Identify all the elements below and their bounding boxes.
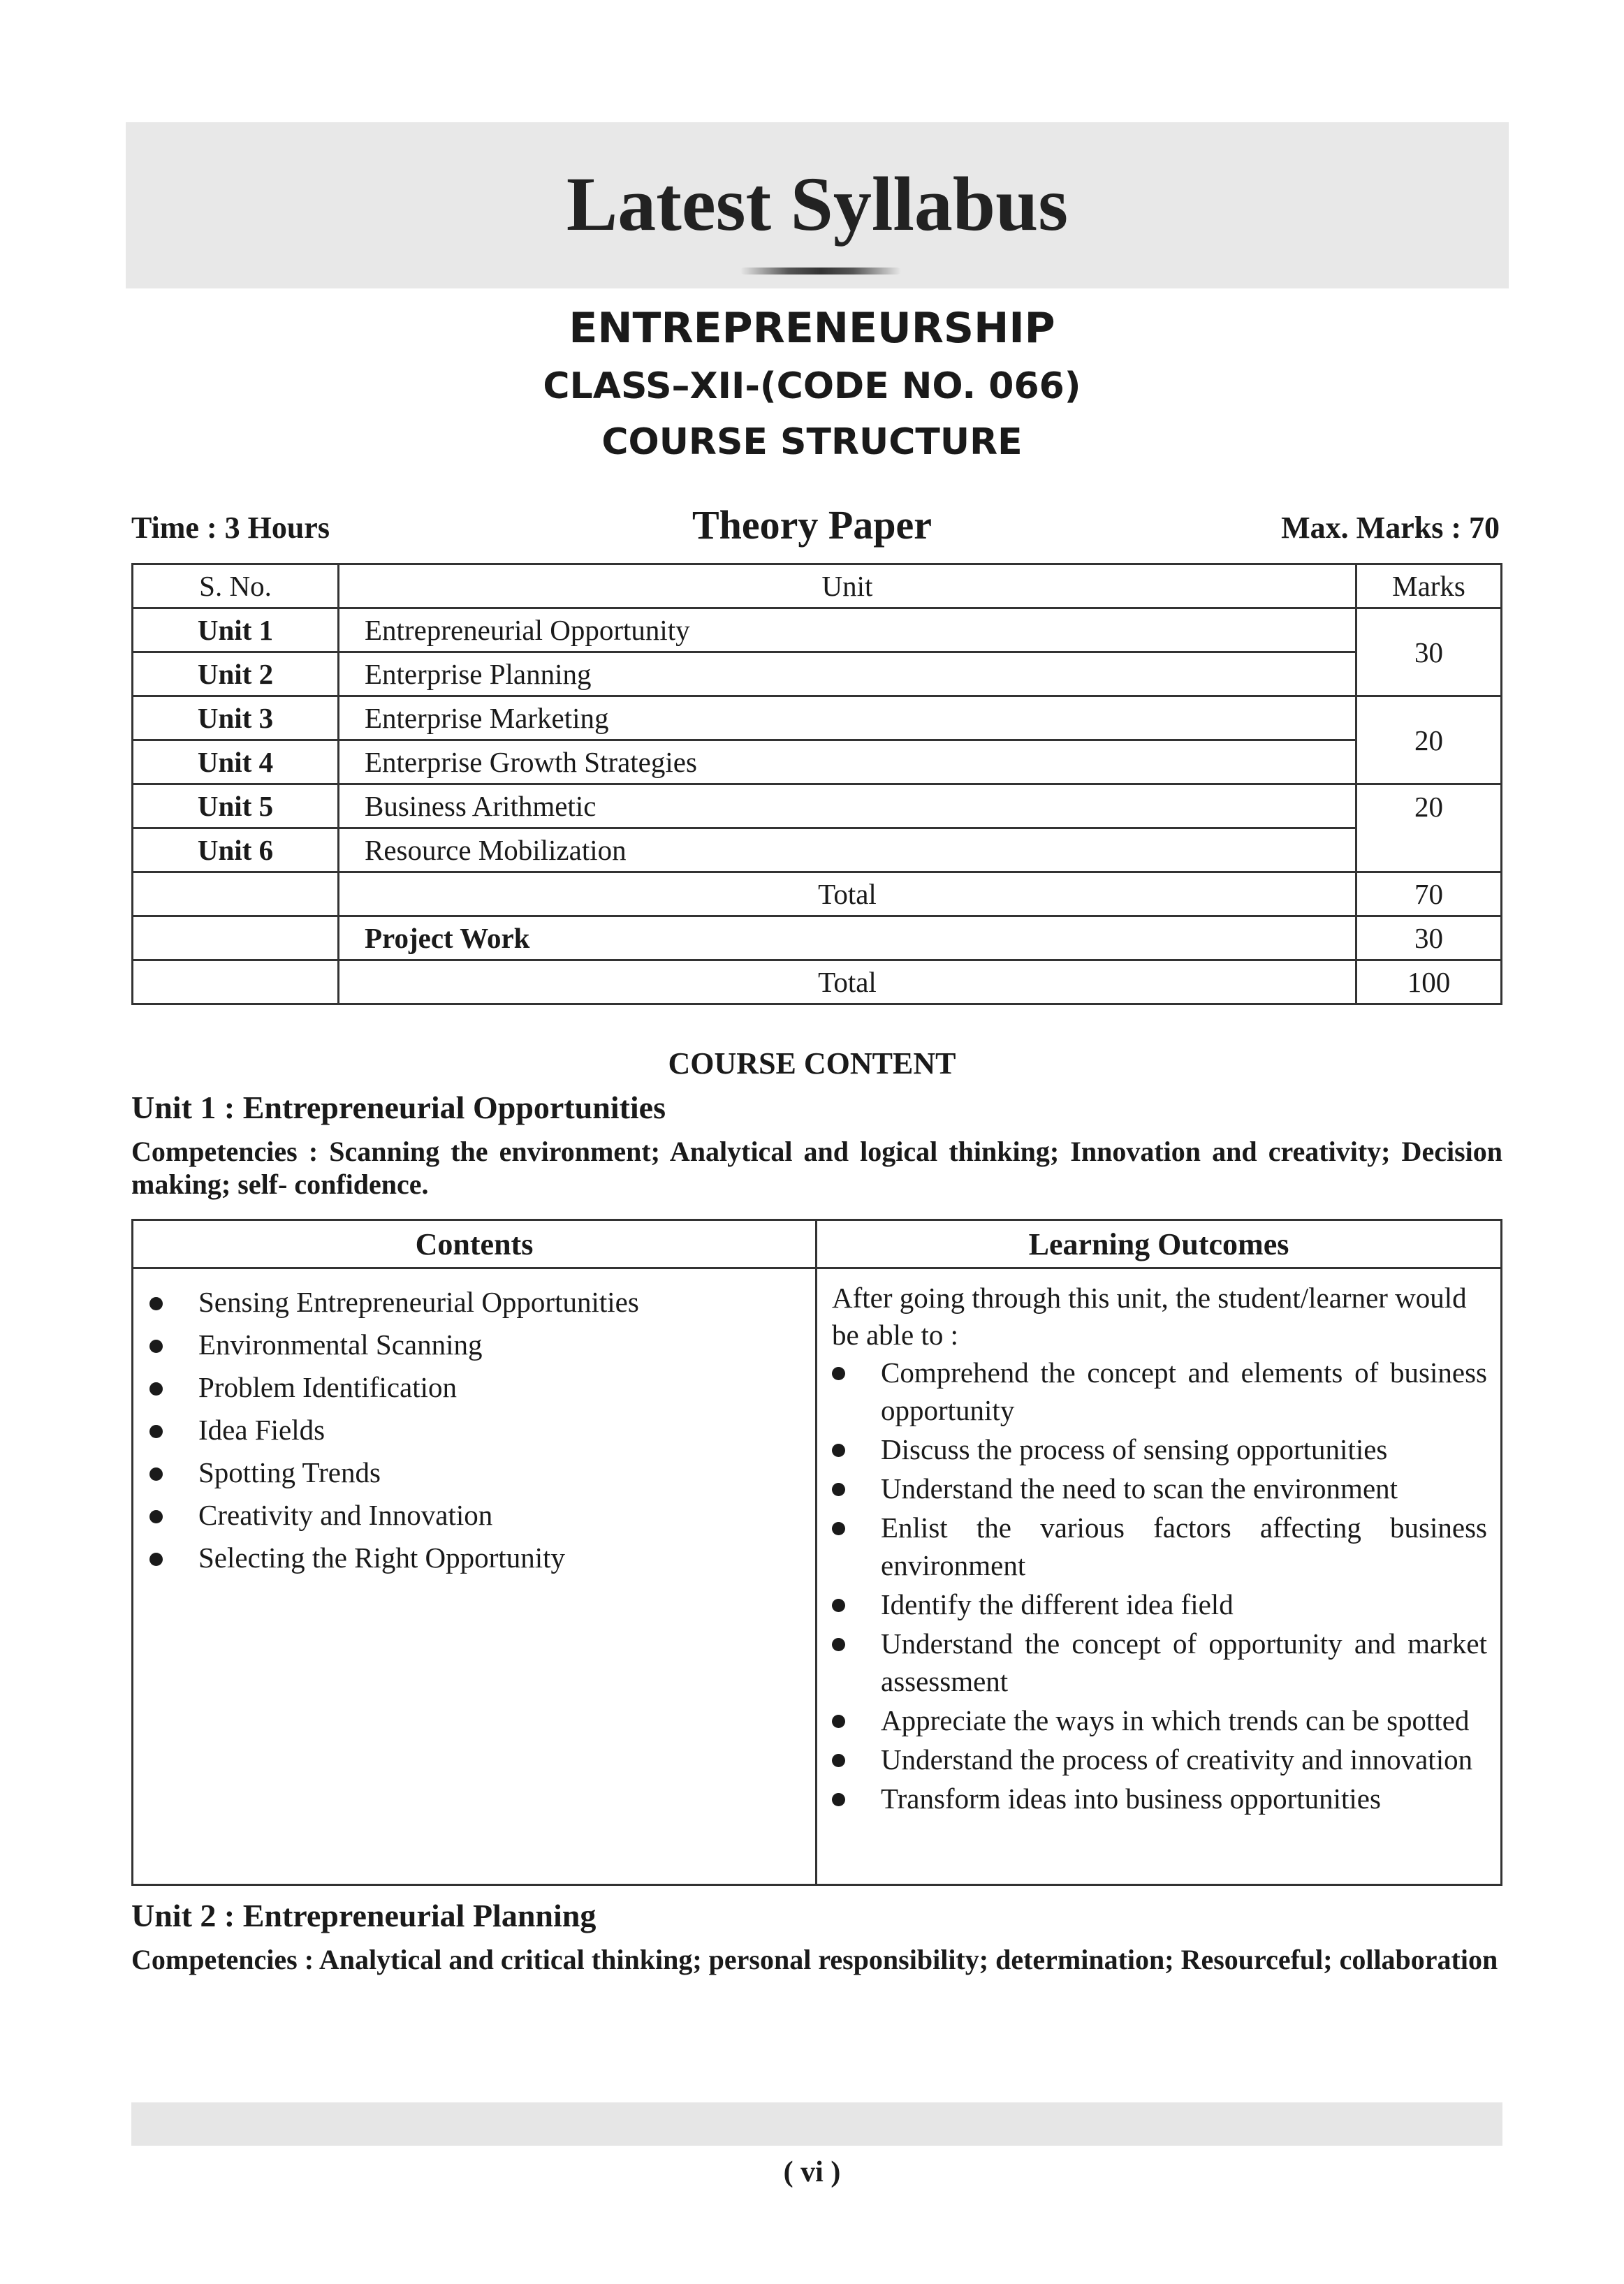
unit-name: Business Arithmetic [339, 784, 1356, 828]
total-label: Total [339, 872, 1356, 916]
class-code-heading: CLASS–XII-(CODE NO. 066) [543, 365, 1081, 407]
unit-number: Unit 3 [133, 696, 339, 740]
grand-total-row [133, 960, 1502, 1004]
grand-total-value: 100 [1356, 960, 1502, 1004]
page-number: ( vi ) [783, 2156, 841, 2188]
unit2-competencies: Competencies : Analytical and critical thinking; personal responsibility; determination; Resourceful; collaboration [131, 1944, 1498, 1975]
unit-number: Unit 5 [133, 784, 339, 828]
unit-number: Unit 6 [133, 828, 339, 872]
contents-cell [133, 1268, 817, 1885]
list-item: Enlist the various factors affecting business environment [818, 1509, 1487, 1584]
table-row [133, 828, 1502, 872]
list-item: Understand the need to scan the environment [818, 1470, 1487, 1507]
project-row [133, 916, 1502, 960]
unit1-competencies: Competencies : Scanning the environment; Analytical and logical thinking; Innovation and creativity; Decision making; self- confidence. [131, 1136, 1502, 1200]
marks-value: 20 [1356, 696, 1502, 784]
contents-list [134, 1270, 814, 1579]
project-label: Project Work [339, 916, 1356, 960]
max-marks-label: Max. Marks : 70 [1281, 511, 1500, 545]
list-item: Understand the process of creativity and innovation [818, 1741, 1487, 1778]
table-row [133, 784, 1502, 828]
marks-value: 20 [1356, 784, 1502, 872]
table-row [133, 608, 1502, 652]
unit-name: Entrepreneurial Opportunity [339, 608, 1356, 652]
grand-total-label: Total [339, 960, 1356, 1004]
unit1-content-table [131, 1219, 1502, 1886]
course-structure-heading: COURSE STRUCTURE [601, 421, 1023, 463]
list-item: Idea Fields [134, 1409, 814, 1451]
project-value: 30 [1356, 916, 1502, 960]
total-row [133, 872, 1502, 916]
course-content-heading: COURSE CONTENT [668, 1046, 956, 1081]
table-row [133, 652, 1502, 696]
list-item: Creativity and Innovation [134, 1494, 814, 1537]
list-item: Spotting Trends [134, 1451, 814, 1494]
unit-number: Unit 2 [133, 652, 339, 696]
marks-table [131, 563, 1502, 1005]
unit2-heading: Unit 2 : Entrepreneurial Planning [131, 1898, 597, 1933]
header-learning-outcomes: Learning Outcomes [817, 1220, 1502, 1268]
list-item: Environmental Scanning [134, 1324, 814, 1366]
header-sno: S. No. [133, 564, 339, 608]
table-row [133, 696, 1502, 740]
theory-paper-label: Theory Paper [692, 502, 932, 548]
time-label: Time : 3 Hours [131, 511, 330, 545]
list-item: Selecting the Right Opportunity [134, 1537, 814, 1579]
footer-band [131, 2102, 1502, 2146]
header-contents: Contents [133, 1220, 817, 1268]
page-title: Latest Syllabus [566, 161, 1069, 247]
list-item: Comprehend the concept and elements of business opportunity [818, 1354, 1487, 1429]
subject-heading: ENTREPRENEURSHIP [569, 304, 1055, 353]
marks-value: 30 [1356, 608, 1502, 696]
unit-name: Resource Mobilization [339, 828, 1356, 872]
unit-number: Unit 4 [133, 740, 339, 784]
list-item: Understand the concept of opportunity and market assessment [818, 1625, 1487, 1700]
title-divider [740, 268, 901, 274]
outcomes-list [818, 1354, 1500, 1817]
table-header-row [133, 564, 1502, 608]
list-item: Problem Identification [134, 1366, 814, 1409]
outcomes-cell [817, 1268, 1502, 1885]
list-item: Sensing Entrepreneurial Opportunities [134, 1281, 814, 1324]
total-value: 70 [1356, 872, 1502, 916]
list-item: Appreciate the ways in which trends can be spotted [818, 1701, 1487, 1739]
table-header-row [133, 1220, 1502, 1268]
unit-name: Enterprise Marketing [339, 696, 1356, 740]
unit-name: Enterprise Planning [339, 652, 1356, 696]
list-item: Discuss the process of sensing opportunities [818, 1430, 1487, 1468]
unit-number: Unit 1 [133, 608, 339, 652]
list-item: Identify the different idea field [818, 1586, 1487, 1623]
list-item: Transform ideas into business opportunities [818, 1780, 1487, 1817]
unit-name: Enterprise Growth Strategies [339, 740, 1356, 784]
header-unit: Unit [339, 564, 1356, 608]
unit1-heading: Unit 1 : Entrepreneurial Opportunities [131, 1090, 666, 1125]
table-row [133, 740, 1502, 784]
header-marks: Marks [1356, 564, 1502, 608]
outcomes-intro: After going through this unit, the student/learner would be able to : [832, 1282, 1467, 1351]
